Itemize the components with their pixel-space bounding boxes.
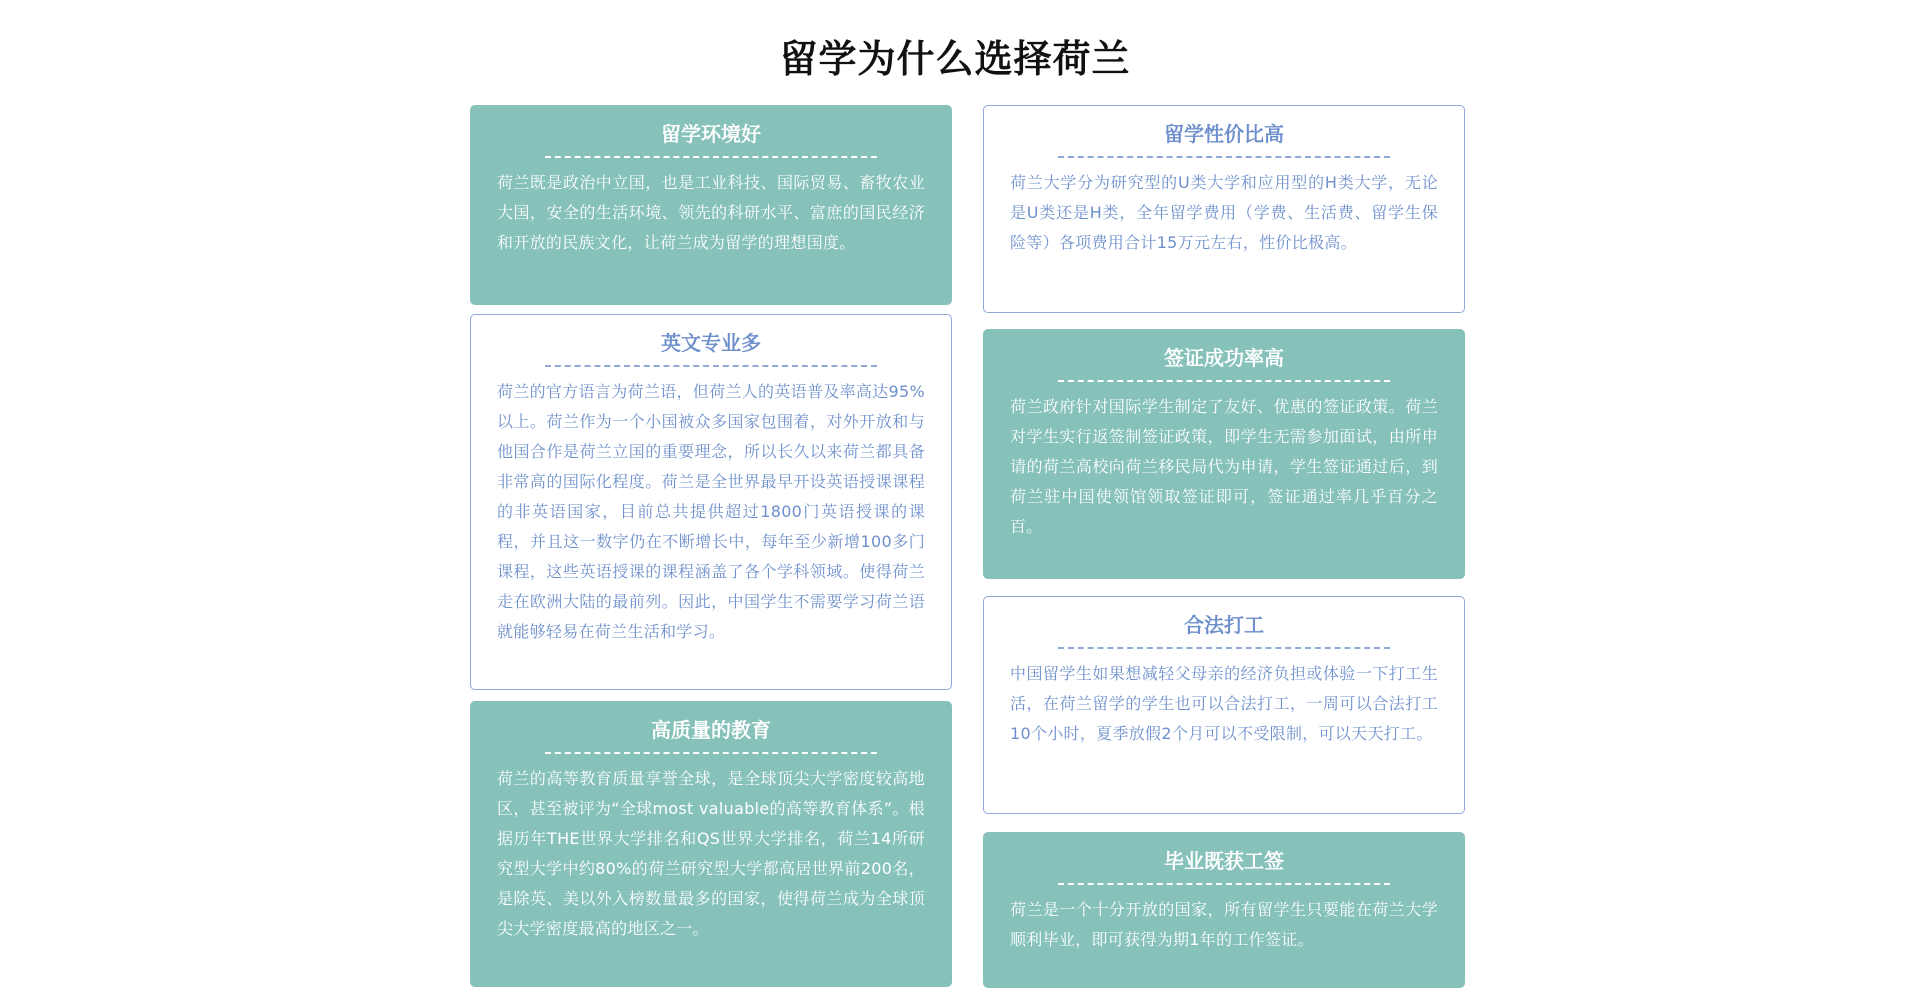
card-study-environment bbox=[470, 105, 952, 305]
card-quality-education bbox=[470, 701, 952, 987]
dashed-divider bbox=[1058, 883, 1390, 885]
card-body: 荷兰是一个十分开放的国家，所有留学生只要能在荷兰大学顺利毕业，即可获得为期1年的工作签证。 bbox=[1010, 900, 1438, 949]
dashed-divider bbox=[1058, 156, 1390, 158]
card-title: 签证成功率高 bbox=[1164, 346, 1284, 370]
card-body: 荷兰的高等教育质量享誉全球，是全球顶尖大学密度较高地区，甚至被评为“全球most valuable的高等教育体系”。根据历年THE世界大学排名和QS世界大学排名，荷兰14所研究型大学中约80%的荷兰研究型大学都高居世界前200名，是除英、美以外入榜数量最多的国家，使得荷兰成为全球顶尖大学密度最高的地区之一。 bbox=[497, 769, 925, 938]
right-column bbox=[983, 105, 1465, 988]
card-title: 留学环境好 bbox=[661, 122, 761, 146]
dashed-divider bbox=[545, 365, 877, 367]
dashed-divider bbox=[1058, 647, 1390, 649]
card-body: 荷兰的官方语言为荷兰语，但荷兰人的英语普及率高达95%以上。荷兰作为一个小国被众多国家包围着，对外开放和与他国合作是荷兰立国的重要理念，所以长久以来荷兰都具备非常高的国际化程度。荷兰是全世界最早开设英语授课课程的非英语国家，目前总共提供超过1800门英语授课的课程，并且这一数字仍在不断增长中，每年至少新增100多门课程，这些英语授课的课程涵盖了各个学科领域。使得荷兰走在欧洲大陆的最前列。因此，中国学生不需要学习荷兰语就能够轻易在荷兰生活和学习。 bbox=[497, 382, 925, 641]
card-title: 毕业既获工签 bbox=[1164, 849, 1284, 873]
card-title: 高质量的教育 bbox=[651, 718, 771, 742]
dashed-divider bbox=[1058, 380, 1390, 382]
card-title: 合法打工 bbox=[1184, 613, 1264, 637]
dashed-divider bbox=[545, 752, 877, 754]
card-cost-effective bbox=[983, 105, 1465, 313]
card-title: 英文专业多 bbox=[661, 331, 761, 355]
card-post-graduation-visa bbox=[983, 832, 1465, 988]
card-body: 荷兰政府针对国际学生制定了友好、优惠的签证政策。荷兰对学生实行返签制签证政策，即学生无需参加面试，由所申请的荷兰高校向荷兰移民局代为申请，学生签证通过后，到荷兰驻中国使领馆领取签证即可，签证通过率几乎百分之百。 bbox=[1010, 397, 1438, 536]
page-title: 留学为什么选择荷兰 bbox=[779, 37, 1131, 81]
card-body: 中国留学生如果想减轻父母亲的经济负担或体验一下打工生活，在荷兰留学的学生也可以合法打工，一周可以合法打工10个小时，夏季放假2个月可以不受限制，可以天天打工。 bbox=[1010, 664, 1438, 743]
card-legal-work bbox=[983, 596, 1465, 814]
card-visa-success bbox=[983, 329, 1465, 579]
card-body: 荷兰既是政治中立国，也是工业科技、国际贸易、畜牧农业大国，安全的生活环境、领先的科研水平、富庶的国民经济和开放的民族文化，让荷兰成为留学的理想国度。 bbox=[497, 173, 925, 252]
card-title: 留学性价比高 bbox=[1164, 122, 1284, 146]
card-body: 荷兰大学分为研究型的U类大学和应用型的H类大学，无论是U类还是H类，全年留学费用（学费、生活费、留学生保险等）各项费用合计15万元左右，性价比极高。 bbox=[1010, 173, 1438, 252]
dashed-divider bbox=[545, 156, 877, 158]
card-english-programs bbox=[470, 314, 952, 690]
left-column bbox=[470, 105, 952, 987]
